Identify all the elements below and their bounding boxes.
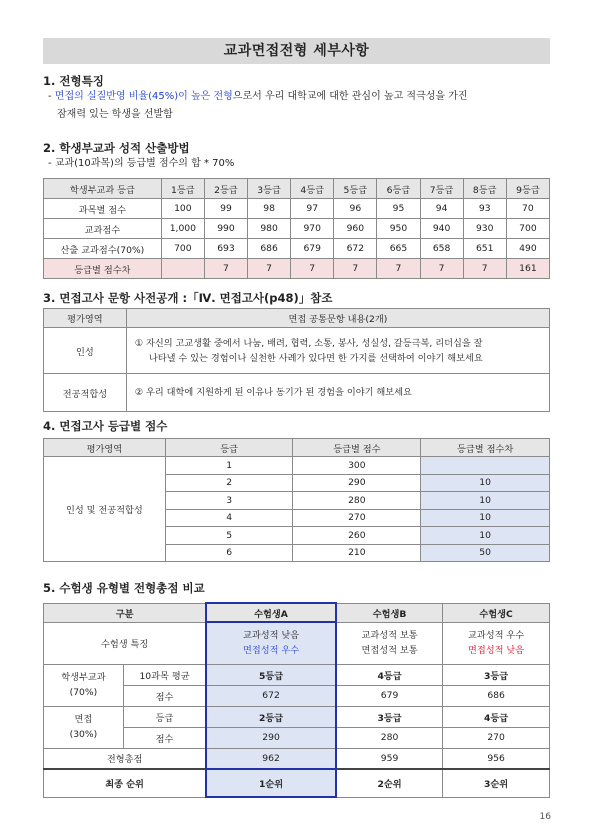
question-line: ① 자신의 고교생활 중에서 나눔, 배려, 협력, 소통, 봉사, 성실성, 갈등극복, 리더십을 잘 bbox=[134, 337, 483, 349]
feature-line: 면접성적 우수 bbox=[242, 645, 300, 657]
feature-line: 교과성적 보통 bbox=[361, 630, 418, 641]
applicant-comparison-table bbox=[43, 602, 550, 798]
diff-cell: 50 bbox=[421, 544, 550, 562]
grade-cell: 5 bbox=[165, 527, 293, 545]
feature-line: 교과성적 낮음 bbox=[242, 630, 300, 642]
grade-cell: 4등급 bbox=[443, 706, 550, 727]
table-row bbox=[44, 259, 550, 279]
page-title: 교과면접전형 세부사항 bbox=[43, 38, 550, 64]
value-cell: 679 bbox=[291, 239, 334, 259]
header-cell: 등급 bbox=[165, 439, 293, 457]
value-cell: 665 bbox=[377, 239, 420, 259]
row-label: 교과점수 bbox=[44, 219, 162, 239]
value-cell: 930 bbox=[463, 219, 506, 239]
grade-table-header bbox=[44, 179, 550, 199]
value-cell: 94 bbox=[420, 199, 463, 219]
sub-label: 10과목 평균 bbox=[123, 664, 206, 685]
diff-cell: 10 bbox=[421, 492, 550, 510]
section2-note: - 교과(10과목)의 등급별 점수의 합 * 70% bbox=[48, 158, 235, 169]
value-cell: 490 bbox=[506, 239, 549, 259]
value-cell: 700 bbox=[161, 239, 204, 259]
table-row bbox=[44, 664, 550, 685]
rank-cell: 3순위 bbox=[443, 769, 550, 797]
value-cell: 651 bbox=[463, 239, 506, 259]
value-cell: 98 bbox=[248, 199, 291, 219]
value-cell: 686 bbox=[248, 239, 291, 259]
score-cell: 280 bbox=[293, 492, 421, 510]
comparison-header bbox=[44, 603, 550, 622]
table-row bbox=[44, 706, 550, 727]
value-cell: 693 bbox=[204, 239, 247, 259]
grade-table bbox=[43, 178, 550, 279]
grade-cell: 3등급 bbox=[336, 706, 443, 727]
label-line: (30%) bbox=[69, 729, 98, 740]
grade-cell: 6 bbox=[165, 544, 293, 562]
area-cell: 인성 및 전공적합성 bbox=[44, 457, 166, 562]
header-cell: 수험생B bbox=[336, 603, 443, 622]
grade-cell: 3등급 bbox=[443, 664, 550, 685]
section1-line1 bbox=[48, 88, 468, 106]
page-number: 16 bbox=[539, 812, 551, 822]
header-cell: 면접 공통문항 내용(2개) bbox=[126, 309, 549, 328]
feature-cell bbox=[443, 622, 550, 664]
value-cell: 990 bbox=[204, 219, 247, 239]
highlight-text: 면접의 실질반영 비율(45%)이 높은 전형 bbox=[54, 91, 233, 102]
table-row bbox=[44, 769, 550, 797]
header-cell: 6등급 bbox=[377, 179, 420, 199]
value-cell: 99 bbox=[204, 199, 247, 219]
score-cell: 280 bbox=[336, 727, 443, 748]
value-cell: 980 bbox=[248, 219, 291, 239]
value-cell: 70 bbox=[506, 199, 549, 219]
total-cell: 962 bbox=[206, 748, 336, 769]
header-cell: 7등급 bbox=[420, 179, 463, 199]
header-cell: 등급별 점수 bbox=[293, 439, 421, 457]
value-cell: 7 bbox=[334, 259, 377, 279]
table-row bbox=[44, 748, 550, 769]
header-cell: 구분 bbox=[44, 603, 207, 622]
question-cell bbox=[126, 328, 549, 374]
value-cell: 96 bbox=[334, 199, 377, 219]
school-record-label bbox=[44, 664, 124, 706]
diff-cell bbox=[421, 457, 550, 475]
value-cell: 658 bbox=[420, 239, 463, 259]
value-cell: 950 bbox=[377, 219, 420, 239]
feature-cell bbox=[206, 622, 336, 664]
header-cell: 등급별 점수차 bbox=[421, 439, 550, 457]
table-row bbox=[44, 219, 550, 239]
diff-cell: 10 bbox=[421, 527, 550, 545]
score-cell: 270 bbox=[293, 509, 421, 527]
section3-heading: 3. 면접고사 문항 사전공개 :「Ⅳ. 면접고사(p48)」참조 bbox=[43, 291, 333, 305]
interview-label bbox=[44, 706, 124, 748]
section2-heading: 2. 학생부교과 성적 산출방법 bbox=[43, 141, 190, 155]
total-cell: 959 bbox=[336, 748, 443, 769]
header-cell: 수험생C bbox=[443, 603, 550, 622]
dash: - bbox=[48, 91, 55, 102]
feature-line: 면접성적 보통 bbox=[361, 645, 418, 656]
sub-label: 점수 bbox=[123, 685, 206, 706]
section1-heading: 1. 전형특징 bbox=[43, 74, 104, 88]
grade-cell: 5등급 bbox=[206, 664, 336, 685]
table-row bbox=[44, 239, 550, 259]
question-cell bbox=[126, 374, 549, 412]
table-row bbox=[44, 457, 550, 475]
rank-cell: 1순위 bbox=[206, 769, 336, 797]
value-cell: 672 bbox=[334, 239, 377, 259]
grade-cell: 1 bbox=[165, 457, 293, 475]
value-cell: 161 bbox=[506, 259, 549, 279]
header-cell: 1등급 bbox=[161, 179, 204, 199]
value-cell: 970 bbox=[291, 219, 334, 239]
value-cell: 7 bbox=[463, 259, 506, 279]
score-cell: 210 bbox=[293, 544, 421, 562]
section5-heading: 5. 수험생 유형별 전형총점 비교 bbox=[43, 581, 205, 595]
question-line: 나타낼 수 있는 경험이나 실천한 사례가 있다면 한 가지를 선택하여 이야기 해보세요 bbox=[148, 352, 483, 364]
row-label: 과목별 점수 bbox=[44, 199, 162, 219]
label-line: 학생부교과 bbox=[61, 672, 106, 683]
header-cell: 3등급 bbox=[248, 179, 291, 199]
score-cell: 679 bbox=[336, 685, 443, 706]
area-cell: 전공적합성 bbox=[44, 374, 127, 412]
table-row bbox=[44, 622, 550, 664]
label-line: (70%) bbox=[69, 687, 98, 698]
value-cell: 7 bbox=[291, 259, 334, 279]
score-cell: 270 bbox=[443, 727, 550, 748]
table-row bbox=[44, 199, 550, 219]
total-cell: 956 bbox=[443, 748, 550, 769]
header-cell: 9등급 bbox=[506, 179, 549, 199]
row-label: 등급별 점수차 bbox=[44, 259, 162, 279]
header-cell: 2등급 bbox=[204, 179, 247, 199]
section1-line2: 잠재력 있는 학생을 선발함 bbox=[57, 109, 173, 120]
header-cell: 5등급 bbox=[334, 179, 377, 199]
header-cell: 8등급 bbox=[463, 179, 506, 199]
row-label: 산출 교과점수(70%) bbox=[44, 239, 162, 259]
sub-label: 등급 bbox=[123, 706, 206, 727]
header-cell: 학생부교과 등급 bbox=[44, 179, 162, 199]
value-cell: 7 bbox=[204, 259, 247, 279]
rank-label: 최종 순위 bbox=[44, 769, 207, 797]
value-cell: 7 bbox=[377, 259, 420, 279]
interview-grade-table bbox=[43, 438, 550, 562]
score-cell: 672 bbox=[206, 685, 336, 706]
area-cell: 인성 bbox=[44, 328, 127, 374]
table-row bbox=[44, 328, 550, 374]
score-cell: 260 bbox=[293, 527, 421, 545]
feature-line: 교과성적 우수 bbox=[468, 630, 525, 641]
feature-line: 면접성적 낮음 bbox=[468, 645, 525, 656]
header-cell: 평가영역 bbox=[44, 439, 166, 457]
value-cell: 97 bbox=[291, 199, 334, 219]
header-cell: 평가영역 bbox=[44, 309, 127, 328]
value-cell bbox=[161, 259, 204, 279]
score-cell: 686 bbox=[443, 685, 550, 706]
value-cell: 7 bbox=[248, 259, 291, 279]
value-cell: 7 bbox=[420, 259, 463, 279]
total-label: 전형총점 bbox=[44, 748, 207, 769]
feature-cell bbox=[336, 622, 443, 664]
section4-heading: 4. 면접고사 등급별 점수 bbox=[43, 419, 168, 433]
grade-cell: 2 bbox=[165, 474, 293, 492]
score-cell: 300 bbox=[293, 457, 421, 475]
header-cell: 4등급 bbox=[291, 179, 334, 199]
diff-cell: 10 bbox=[421, 509, 550, 527]
table-row bbox=[44, 374, 550, 412]
value-cell: 1,000 bbox=[161, 219, 204, 239]
value-cell: 960 bbox=[334, 219, 377, 239]
value-cell: 93 bbox=[463, 199, 506, 219]
value-cell: 100 bbox=[161, 199, 204, 219]
grade-cell: 4등급 bbox=[336, 664, 443, 685]
interview-questions-table bbox=[43, 308, 550, 412]
feature-label: 수험생 특징 bbox=[44, 622, 207, 664]
header-cell: 수험생A bbox=[206, 603, 336, 622]
diff-cell: 10 bbox=[421, 474, 550, 492]
grade-cell: 4 bbox=[165, 509, 293, 527]
value-cell: 95 bbox=[377, 199, 420, 219]
label-line: 면접 bbox=[74, 714, 93, 725]
grade-cell: 2등급 bbox=[206, 706, 336, 727]
score-cell: 290 bbox=[293, 474, 421, 492]
question-line: ② 우리 대학에 지원하게 된 이유나 동기가 된 경험을 이야기 해보세요 bbox=[134, 387, 412, 398]
line1-rest: 으로서 우리 대학교에 대한 관심이 높고 적극성을 가진 bbox=[232, 91, 468, 102]
sub-label: 점수 bbox=[123, 727, 206, 748]
grade-cell: 3 bbox=[165, 492, 293, 510]
value-cell: 700 bbox=[506, 219, 549, 239]
rank-cell: 2순위 bbox=[336, 769, 443, 797]
value-cell: 940 bbox=[420, 219, 463, 239]
grade-header bbox=[44, 439, 550, 457]
questions-header bbox=[44, 309, 550, 328]
score-cell: 290 bbox=[206, 727, 336, 748]
